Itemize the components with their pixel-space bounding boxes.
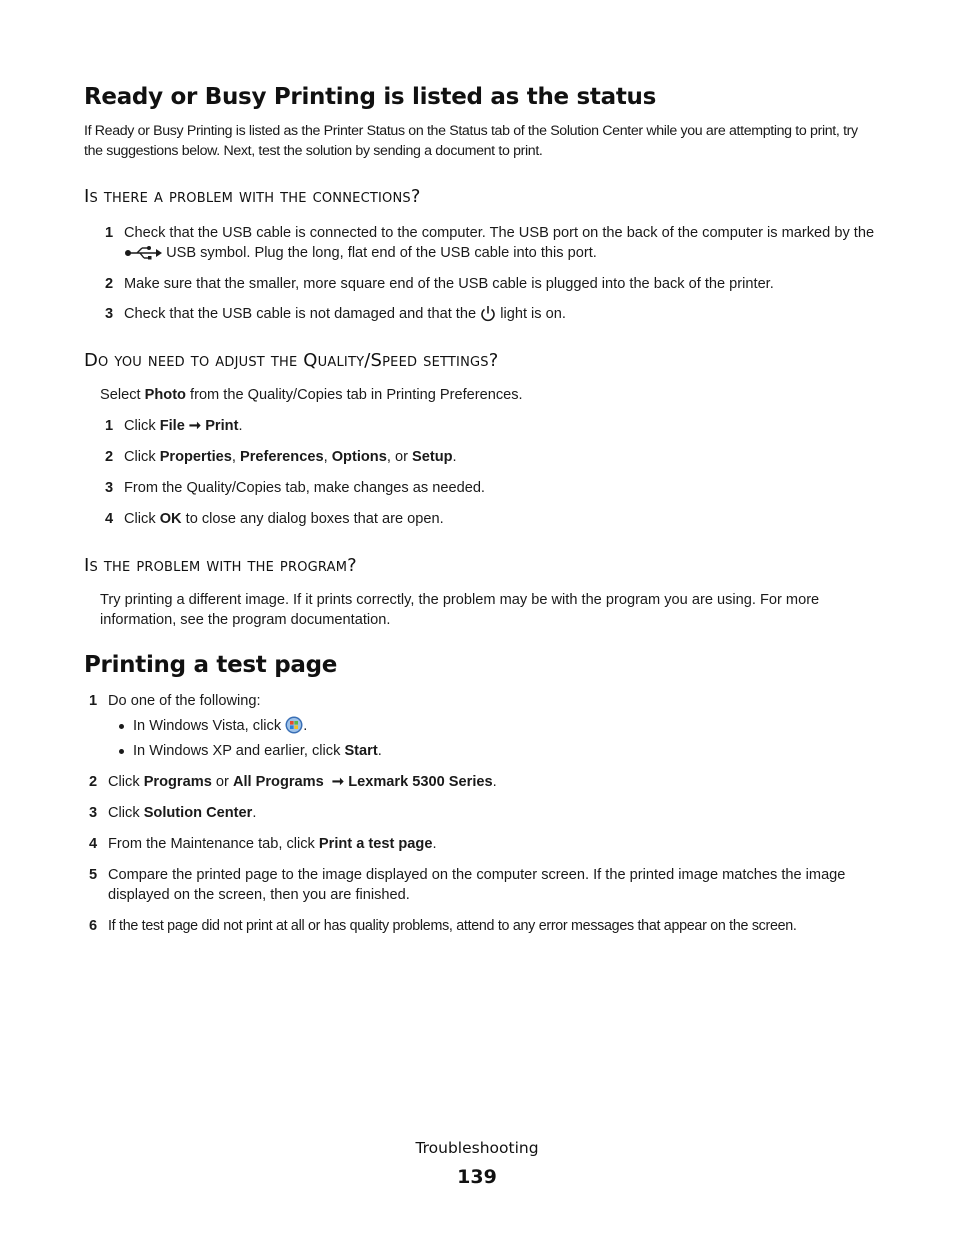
step-text-part: USB symbol. Plug the long, flat end of the USB cable into this port. (166, 245, 597, 261)
step-text-part: . (252, 805, 257, 821)
intro-text: Select (100, 387, 141, 403)
bullet-text-part: . (303, 718, 308, 734)
step-text (124, 223, 876, 263)
step-number: 2 (89, 774, 98, 790)
step-text-part: to close any dialog boxes that are open. (185, 511, 444, 527)
list-item (89, 834, 879, 856)
step-number: 1 (89, 693, 98, 709)
list-item (89, 865, 879, 907)
menu-print: Print (205, 418, 239, 434)
subsection-title-quality-speed: Do you need to adjust the Quality/Speed settings? (84, 350, 499, 371)
section-intro: If Ready or Busy Printing is listed as the Printer Status on the Status tab of the Solution Center while you are attempting to print, try the suggestions below. Next, test the solution by sending a document to print. (84, 123, 858, 159)
step-number: 3 (89, 805, 98, 821)
subsection-title-connections: Is there a problem with the connections? (84, 186, 421, 207)
menu-lexmark: Lexmark 5300 Series (348, 774, 493, 790)
bullet-dot (119, 749, 124, 754)
step-number: 3 (105, 306, 114, 322)
step-text-part: . (432, 836, 437, 852)
section-title-test-page: Printing a test page (84, 652, 338, 678)
arrow-icon: ➞ (331, 774, 345, 790)
step-text-part: . (492, 774, 497, 790)
button-options: Options (331, 449, 387, 465)
list-item (105, 447, 880, 469)
step-text-part: or (215, 774, 229, 790)
menu-all-programs: All Programs (232, 774, 324, 790)
bullet-text-part: . (377, 743, 382, 759)
step-text: If the test page did not print at all or has quality problems, attend to any error messages that appear on the screen. (108, 918, 797, 934)
button-setup: Setup (412, 449, 453, 465)
footer-chapter-label: Troubleshooting (415, 1139, 539, 1157)
step-text (124, 416, 243, 436)
arrow-icon: ➞ (188, 418, 202, 434)
step-number: 2 (105, 449, 114, 465)
step-number: 3 (105, 480, 114, 496)
button-preferences: Preferences (240, 449, 324, 465)
step-number: 1 (105, 225, 114, 241)
step-text (108, 834, 437, 854)
step-text (124, 304, 566, 324)
subsection-text: Try printing a different image. If it prints correctly, the problem may be with the program you are using. For more information, see the program documentation. (100, 592, 820, 628)
step-text-part: Check that the USB cable is connected to the computer. The USB port on the back of the computer is marked by the (124, 225, 875, 241)
menu-programs: Programs (143, 774, 212, 790)
step-text: Do one of the following: (108, 693, 261, 709)
step-text: Compare the printed page to the image displayed on the computer screen. If the printed image matches the image displayed on the screen, then you are finished. (108, 867, 846, 903)
list-item (89, 691, 879, 713)
menu-solution-center: Solution Center (143, 805, 253, 821)
step-text-part: From the Maintenance tab, click (108, 836, 315, 852)
list-item (89, 916, 879, 938)
step-text (108, 803, 256, 823)
bullet-item (119, 741, 519, 763)
bullet-text (133, 741, 382, 761)
step-text-part: Click (108, 774, 140, 790)
list-item (105, 304, 880, 326)
list-item (89, 772, 879, 794)
list-item (105, 478, 880, 500)
bullet-item (119, 716, 519, 738)
button-ok: OK (159, 511, 182, 527)
step-number: 1 (105, 418, 114, 434)
page-number: 139 (457, 1166, 497, 1188)
intro-text: from the Quality/Copies tab in Printing Preferences. (190, 387, 523, 403)
step-text-part: light is on. (500, 306, 566, 322)
intro-bold: Photo (144, 387, 186, 403)
subsection-title-program: Is the problem with the program? (84, 555, 357, 576)
step-text: From the Quality/Copies tab, make changes as needed. (124, 480, 485, 496)
step-text (124, 509, 444, 529)
step-number: 5 (89, 867, 98, 883)
bullet-text-part: In Windows XP and earlier, click (133, 743, 341, 759)
button-start: Start (344, 743, 378, 759)
step-text-part: , or (386, 449, 408, 465)
button-properties: Properties (159, 449, 232, 465)
step-text-part: , (323, 449, 328, 465)
bullet-text-part: In Windows Vista, click (133, 718, 282, 734)
windows-start-icon (285, 716, 303, 734)
step-text (108, 772, 497, 792)
step-text (124, 447, 457, 467)
step-number: 4 (89, 836, 98, 852)
list-item (105, 223, 880, 265)
usb-icon (124, 245, 162, 261)
step-text-part: Click (108, 805, 140, 821)
step-text-part: . (238, 418, 243, 434)
bullet-dot (119, 724, 124, 729)
step-text-part: Click (124, 418, 156, 434)
list-item (105, 274, 880, 296)
step-text-part: Click (124, 511, 156, 527)
power-icon (480, 305, 496, 322)
step-text-part: . (452, 449, 457, 465)
bullet-text (133, 716, 307, 736)
step-text-part: Click (124, 449, 156, 465)
step-text: Make sure that the smaller, more square end of the USB cable is plugged into the back of the printer. (124, 276, 774, 292)
section-title-ready-busy: Ready or Busy Printing is listed as the status (84, 84, 656, 110)
list-item (105, 416, 880, 438)
menu-file: File (159, 418, 185, 434)
step-number: 6 (89, 918, 98, 934)
list-item (89, 803, 879, 825)
step-number: 4 (105, 511, 114, 527)
step-number: 2 (105, 276, 114, 292)
subsection-intro (100, 385, 523, 405)
step-text-part: Check that the USB cable is not damaged and that the (124, 306, 477, 322)
list-item (105, 509, 880, 531)
step-text-part: , (231, 449, 236, 465)
button-print-test-page: Print a test page (318, 836, 433, 852)
